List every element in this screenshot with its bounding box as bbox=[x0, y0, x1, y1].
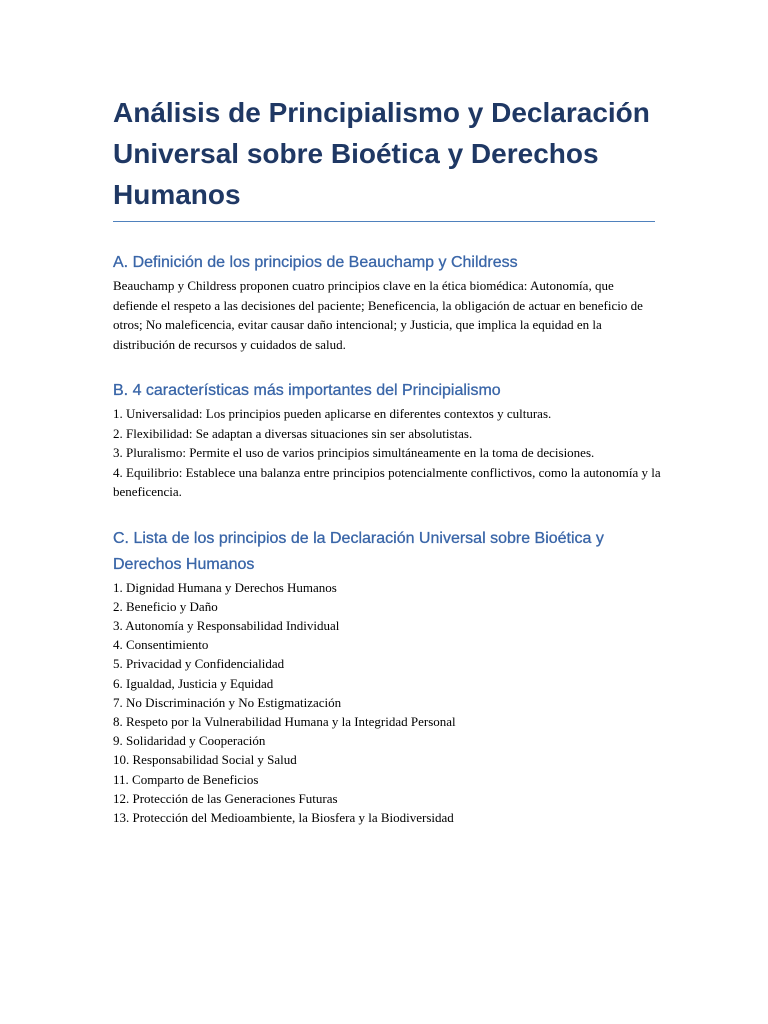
section-b-heading: B. 4 características más importantes del Principialismo bbox=[113, 382, 501, 399]
list-item: 3. Autonomía y Responsabilidad Individual bbox=[113, 617, 340, 633]
section-a-heading: A. Definición de los principios de Beauchamp y Childress bbox=[113, 254, 518, 271]
list-item: 2. Flexibilidad: Se adaptan a diversas situaciones sin ser absolutistas. bbox=[113, 425, 473, 441]
list-item: 3. Pluralismo: Permite el uso de varios principios simultáneamente en la toma de decisiones. bbox=[113, 445, 595, 460]
list-item: 1. Universalidad: Los principios pueden aplicarse en diferentes contextos y culturas. bbox=[113, 406, 552, 421]
list-item: 8. Respeto por la Vulnerabilidad Humana y la Integridad Personal bbox=[113, 713, 456, 729]
document-title: Análisis de Principialismo y Declaración Universal sobre Bioética y Derechos Humanos bbox=[113, 92, 655, 222]
list-item: 7. No Discriminación y No Estigmatización bbox=[113, 694, 342, 710]
principialism-characteristics-list bbox=[113, 404, 661, 502]
list-item: 12. Protección de las Generaciones Futuras bbox=[113, 790, 338, 806]
list-item: 4. Consentimiento bbox=[113, 637, 209, 653]
section-c-heading: C. Lista de los principios de la Declaración Universal sobre Bioética y Derechos Humanos bbox=[113, 529, 604, 573]
list-item: 6. Igualdad, Justicia y Equidad bbox=[113, 675, 274, 691]
list-item: 1. Dignidad Humana y Derechos Humanos bbox=[113, 579, 337, 595]
list-item: 10. Responsabilidad Social y Salud bbox=[113, 752, 297, 768]
declaration-principles-list bbox=[113, 578, 661, 828]
list-item: 4. Equilibrio: Establece una balanza entre principios potencialmente conflictivos, como la autonomía y la beneficencia. bbox=[113, 464, 661, 499]
list-item: 9. Solidaridad y Cooperación bbox=[113, 733, 266, 749]
list-item: 11. Comparto de Beneficios bbox=[113, 771, 259, 787]
list-item: 2. Beneficio y Daño bbox=[113, 598, 218, 614]
section-a-paragraph: Beauchamp y Childress proponen cuatro principios clave en la ética biomédica: Autonomía, que defiende el respeto a las decisiones del paciente; Beneficencia, la obligación de actuar en beneficio de otros; No maleficencia, evitar causar daño intencional; y Justicia, que implica la equidad en la distribución de recursos y cuidados de salud. bbox=[113, 278, 643, 352]
list-item: 5. Privacidad y Confidencialidad bbox=[113, 656, 285, 672]
list-item: 13. Protección del Medioambiente, la Biosfera y la Biodiversidad bbox=[113, 809, 454, 825]
